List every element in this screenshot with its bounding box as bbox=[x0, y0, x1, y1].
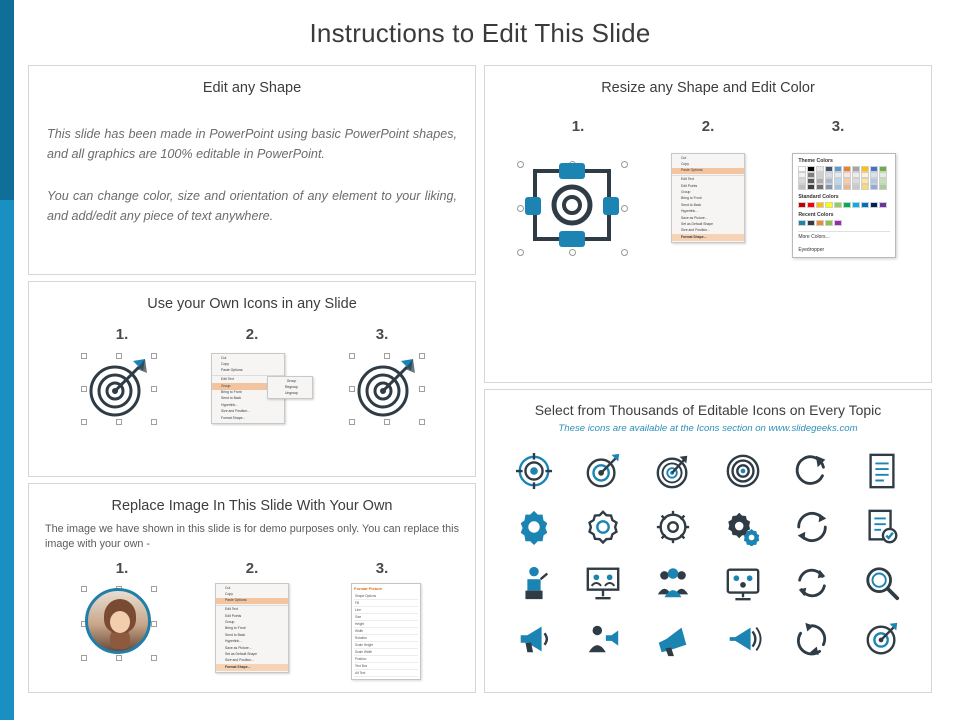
icon-cell[interactable] bbox=[778, 612, 848, 666]
handle-bottom-center[interactable] bbox=[116, 419, 122, 425]
page-title: Instructions to Edit This Slide bbox=[309, 18, 651, 48]
announcement-icon bbox=[724, 620, 762, 658]
handle-bottom-right[interactable] bbox=[419, 419, 425, 425]
swatch[interactable] bbox=[852, 184, 860, 190]
handle-top-left[interactable] bbox=[81, 353, 87, 359]
menu-item-hyperlink[interactable]: Hyperlink... bbox=[221, 402, 238, 407]
handle-top-left[interactable] bbox=[349, 353, 355, 359]
swatch[interactable] bbox=[816, 184, 824, 190]
format-pane-row[interactable]: Text Box bbox=[354, 663, 418, 670]
gear-solid-icon bbox=[515, 508, 553, 546]
handle-bottom-left[interactable] bbox=[349, 419, 355, 425]
recycle-arrows-icon bbox=[793, 620, 831, 658]
target-arrow-icon bbox=[81, 353, 155, 423]
megaphone-tilt-icon bbox=[654, 620, 692, 658]
panel-replace-image bbox=[28, 483, 476, 693]
replace-step2-image bbox=[211, 583, 293, 673]
person-speaking-icon bbox=[584, 620, 622, 658]
theme-colors-row-4[interactable] bbox=[798, 184, 890, 190]
format-picture-pane-mock[interactable] bbox=[351, 583, 421, 680]
own-icons-step3-image bbox=[345, 353, 427, 423]
panel-own-icons bbox=[28, 281, 476, 477]
menu-item-size-position[interactable]: Size and Position... bbox=[225, 658, 255, 663]
swatch[interactable] bbox=[807, 202, 815, 208]
handle-bottom-left[interactable] bbox=[81, 655, 87, 661]
theme-colors-label: Theme Colors bbox=[798, 158, 833, 164]
menu-item-set-default-shape[interactable]: Set as Default Shape bbox=[225, 652, 258, 657]
swatch[interactable] bbox=[870, 202, 878, 208]
format-pane-row[interactable]: Fill bbox=[354, 600, 418, 607]
handle-mid-right[interactable] bbox=[151, 621, 157, 627]
swatch[interactable] bbox=[852, 202, 860, 208]
step-number-2: 2. bbox=[245, 326, 259, 343]
more-colors-item[interactable]: More Colors... bbox=[798, 231, 890, 240]
handle-top-center[interactable] bbox=[384, 353, 390, 359]
swatch[interactable] bbox=[816, 220, 824, 226]
handle-bottom-center[interactable] bbox=[116, 655, 122, 661]
menu-item-save-as-picture[interactable]: Save as Picture... bbox=[225, 645, 252, 650]
swatch[interactable] bbox=[870, 184, 878, 190]
panel-title-replace-image: Replace Image In This Slide With Your Own bbox=[111, 498, 393, 514]
handle-mid-right[interactable] bbox=[151, 386, 157, 392]
icon-cell[interactable] bbox=[638, 556, 708, 610]
icon-cell[interactable] bbox=[708, 612, 778, 666]
format-pane-row[interactable]: Position bbox=[354, 656, 418, 663]
step-number-1: 1. bbox=[571, 118, 585, 135]
handle-top-right[interactable] bbox=[419, 353, 425, 359]
icon-cell[interactable] bbox=[638, 612, 708, 666]
color-picker-panel-mock[interactable] bbox=[792, 153, 896, 258]
menu-item-bring-to-front[interactable]: Bring to Front bbox=[680, 196, 702, 201]
gears-pair-icon bbox=[724, 508, 762, 546]
swatch[interactable] bbox=[798, 220, 806, 226]
icon-cell[interactable] bbox=[499, 444, 569, 498]
checklist-document-icon bbox=[865, 508, 899, 546]
submenu-item-group[interactable]: Group bbox=[286, 378, 297, 383]
step-number-3: 3. bbox=[831, 118, 845, 135]
menu-item-copy[interactable]: Copy bbox=[221, 361, 229, 366]
menu-item-hyperlink[interactable]: Hyperlink... bbox=[225, 639, 242, 644]
swatch[interactable] bbox=[843, 184, 851, 190]
swatch[interactable] bbox=[834, 184, 842, 190]
recent-colors-row[interactable] bbox=[798, 220, 890, 226]
context-menu-mock-image[interactable] bbox=[215, 583, 289, 673]
format-pane-row[interactable]: Rotation bbox=[354, 635, 418, 642]
standard-colors-label: Standard Colors bbox=[798, 194, 839, 200]
menu-item-send-to-back[interactable]: Send to Back bbox=[221, 396, 242, 401]
icon-cell[interactable] bbox=[847, 612, 917, 666]
magnifier-icon bbox=[863, 564, 901, 602]
menu-item-cut[interactable]: Cut bbox=[680, 155, 687, 160]
target-compass-icon bbox=[863, 620, 901, 658]
format-pane-title: Format Picture bbox=[354, 586, 383, 591]
step-number-3: 3. bbox=[375, 326, 389, 343]
selected-shape-with-handles bbox=[517, 153, 627, 255]
swatch[interactable] bbox=[879, 202, 887, 208]
handle-bottom-left[interactable] bbox=[81, 419, 87, 425]
format-pane-row[interactable]: Size bbox=[354, 614, 418, 621]
icon-cell[interactable] bbox=[708, 500, 778, 554]
resize-illustrations bbox=[485, 153, 931, 258]
menu-item-edit-points[interactable]: Edit Points bbox=[225, 613, 242, 618]
format-pane-row[interactable]: Width bbox=[354, 628, 418, 635]
menu-item-group[interactable]: Group bbox=[680, 190, 691, 195]
target-rings-icon bbox=[724, 452, 762, 490]
format-pane-row[interactable]: Alt Text bbox=[354, 670, 418, 677]
icon-cell[interactable] bbox=[708, 556, 778, 610]
panel-title-resize-shape: Resize any Shape and Edit Color bbox=[601, 80, 815, 96]
panel-title-icon-library: Select from Thousands of Editable Icons on Every Topic bbox=[534, 402, 882, 418]
icon-cell[interactable] bbox=[569, 444, 639, 498]
selected-target-icon-2 bbox=[349, 353, 423, 423]
icon-cell[interactable] bbox=[638, 500, 708, 554]
icon-cell[interactable] bbox=[569, 612, 639, 666]
menu-item-save-as-picture[interactable]: Save as Picture... bbox=[680, 215, 708, 220]
gear-outline-icon bbox=[584, 508, 622, 546]
panel-icon-library bbox=[484, 389, 932, 693]
menu-item-bring-to-front[interactable]: Bring to Front bbox=[225, 626, 246, 631]
icon-cell[interactable] bbox=[499, 556, 569, 610]
swatch[interactable] bbox=[861, 184, 869, 190]
org-chart-people-icon bbox=[724, 564, 762, 602]
icon-cell[interactable] bbox=[708, 444, 778, 498]
icon-cell[interactable] bbox=[499, 612, 569, 666]
own-icons-illustrations bbox=[29, 353, 475, 424]
format-pane-row[interactable]: Height bbox=[354, 621, 418, 628]
edit-shape-paragraph-1: This slide has been made in PowerPoint using basic PowerPoint shapes, and all graphics are 100% editable in PowerPoint. bbox=[47, 127, 457, 161]
menu-item-edit-text[interactable]: Edit Text bbox=[216, 605, 288, 613]
menu-item-format-shape[interactable]: Format Shape... bbox=[672, 234, 744, 240]
handle-top-center[interactable] bbox=[116, 353, 122, 359]
menu-item-send-to-back[interactable]: Send to Back bbox=[680, 202, 702, 207]
selected-photo-frame bbox=[81, 583, 155, 659]
sync-arrows-icon bbox=[793, 564, 831, 602]
presentation-people-icon bbox=[584, 564, 622, 602]
handle-bottom-right[interactable] bbox=[151, 419, 157, 425]
icon-cell[interactable] bbox=[778, 500, 848, 554]
document-list-icon bbox=[865, 452, 899, 490]
menu-item-format-shape[interactable]: Format Shape... bbox=[216, 664, 288, 670]
target-arrow-icon bbox=[584, 452, 622, 490]
demo-portrait-image bbox=[85, 588, 151, 654]
menu-item-edit-points[interactable]: Edit Points bbox=[680, 183, 698, 188]
swatch[interactable] bbox=[807, 184, 815, 190]
handle-top-right[interactable] bbox=[151, 586, 157, 592]
icon-cell[interactable] bbox=[569, 556, 639, 610]
own-icons-step-numbers bbox=[29, 326, 475, 343]
own-icons-step1-image bbox=[77, 353, 159, 423]
team-group-icon bbox=[654, 564, 692, 602]
refresh-circular-icon bbox=[793, 508, 831, 546]
replace-image-subtitle: The image we have shown in this slide is for demo purposes only. You can replace this image with your own - bbox=[45, 523, 459, 550]
menu-item-edit-text[interactable]: Edit Text bbox=[672, 175, 744, 183]
icon-cell[interactable] bbox=[847, 444, 917, 498]
format-pane-row[interactable]: Line bbox=[354, 607, 418, 614]
icon-cell[interactable] bbox=[499, 500, 569, 554]
swatch[interactable] bbox=[807, 220, 815, 226]
icon-library-grid bbox=[499, 444, 917, 666]
megaphone-icon bbox=[515, 620, 553, 658]
icon-cell[interactable] bbox=[569, 500, 639, 554]
resize-step1-image bbox=[512, 153, 632, 255]
own-icons-step2-image bbox=[211, 353, 298, 424]
menu-item-set-default-shape[interactable]: Set as Default Shape bbox=[680, 222, 714, 227]
icon-cell[interactable] bbox=[638, 444, 708, 498]
resize-step3-image bbox=[784, 153, 904, 258]
format-pane-row[interactable]: Shape Options bbox=[354, 593, 418, 600]
menu-item-group[interactable]: Group bbox=[225, 620, 235, 625]
replace-step3-image bbox=[345, 583, 427, 680]
menu-item-cut[interactable]: Cut bbox=[225, 585, 231, 590]
swatch[interactable] bbox=[798, 202, 806, 208]
step-number-1: 1. bbox=[115, 326, 129, 343]
menu-item-send-to-back[interactable]: Send to Back bbox=[225, 632, 246, 637]
person-podium-icon bbox=[517, 564, 551, 602]
gear-fine-icon bbox=[654, 508, 692, 546]
menu-item-size-position[interactable]: Size and Position... bbox=[221, 409, 251, 414]
menu-item-paste-options[interactable]: Paste Options: bbox=[672, 168, 744, 174]
handle-top-left[interactable] bbox=[81, 586, 87, 592]
swatch[interactable] bbox=[825, 184, 833, 190]
swatch[interactable] bbox=[834, 202, 842, 208]
target-arrow-icon bbox=[349, 353, 423, 423]
format-pane-row[interactable]: Scale Width bbox=[354, 649, 418, 656]
menu-item-cut[interactable]: Cut bbox=[221, 355, 227, 360]
refresh-clockwise-icon bbox=[793, 452, 831, 490]
swatch[interactable] bbox=[834, 220, 842, 226]
swatch[interactable] bbox=[825, 202, 833, 208]
step-number-3: 3. bbox=[375, 560, 389, 577]
group-submenu-mock[interactable] bbox=[267, 376, 313, 399]
target-dartboard-icon bbox=[654, 452, 692, 490]
replace-image-illustrations bbox=[29, 583, 475, 680]
swatch[interactable] bbox=[798, 184, 806, 190]
resize-step2-image bbox=[653, 153, 763, 243]
selected-target-icon-1 bbox=[81, 353, 155, 423]
icon-cell[interactable] bbox=[847, 500, 917, 554]
handle-top-right[interactable] bbox=[151, 353, 157, 359]
menu-item-bring-to-front[interactable]: Bring to Front bbox=[221, 390, 242, 395]
menu-item-group[interactable]: Group bbox=[212, 383, 284, 389]
resize-step-numbers bbox=[485, 118, 931, 135]
step-number-2: 2. bbox=[701, 118, 715, 135]
standard-colors-row[interactable] bbox=[798, 202, 890, 208]
swatch[interactable] bbox=[825, 220, 833, 226]
handle-bottom-center[interactable] bbox=[384, 419, 390, 425]
eyedropper-item[interactable]: Eyedropper bbox=[798, 247, 825, 253]
format-pane-row[interactable]: Scale Height bbox=[354, 642, 418, 649]
menu-item-copy[interactable]: Copy bbox=[225, 591, 233, 596]
process-diagram-icon bbox=[517, 153, 627, 255]
panel-title-own-icons: Use your Own Icons in any Slide bbox=[147, 296, 357, 312]
swatch[interactable] bbox=[843, 202, 851, 208]
replace-image-step-numbers bbox=[29, 560, 475, 577]
icon-cell[interactable] bbox=[778, 556, 848, 610]
recent-colors-label: Recent Colors bbox=[798, 212, 834, 218]
step-number-2: 2. bbox=[245, 560, 259, 577]
menu-item-paste-options[interactable]: Paste Options: bbox=[221, 368, 244, 373]
edit-shape-paragraph-2: You can change color, size and orientation of any element to your liking, and add/edit any piece of text anywhere. bbox=[47, 189, 457, 223]
menu-item-format-shape[interactable]: Format Shape... bbox=[221, 415, 246, 420]
icon-cell[interactable] bbox=[847, 556, 917, 610]
icon-cell[interactable] bbox=[778, 444, 848, 498]
menu-item-hyperlink[interactable]: Hyperlink... bbox=[680, 209, 698, 214]
target-crosshair-icon bbox=[515, 452, 553, 490]
submenu-item-regroup[interactable]: Regroup bbox=[284, 384, 298, 389]
step-number-1: 1. bbox=[115, 560, 129, 577]
panel-title-edit-shape: Edit any Shape bbox=[202, 80, 302, 96]
submenu-item-ungroup[interactable]: Ungroup bbox=[284, 390, 298, 395]
menu-item-paste-options[interactable]: Paste Options: bbox=[216, 598, 288, 604]
menu-item-copy[interactable]: Copy bbox=[680, 161, 689, 166]
handle-bottom-right[interactable] bbox=[151, 655, 157, 661]
icon-library-subtitle: These icons are available at the Icons section on www.slidegeeks.com bbox=[558, 423, 858, 434]
swatch[interactable] bbox=[861, 202, 869, 208]
panel-resize-shape bbox=[484, 65, 932, 383]
replace-step1-image bbox=[77, 583, 159, 659]
handle-mid-left[interactable] bbox=[81, 386, 87, 392]
handle-mid-right[interactable] bbox=[419, 386, 425, 392]
context-menu-mock-resize[interactable] bbox=[671, 153, 745, 243]
menu-item-size-position[interactable]: Size and Position... bbox=[680, 228, 711, 233]
panel-edit-any-shape bbox=[28, 65, 476, 275]
menu-item-edit-text[interactable]: Edit Text bbox=[212, 375, 284, 383]
swatch[interactable] bbox=[879, 184, 887, 190]
handle-mid-left[interactable] bbox=[349, 386, 355, 392]
swatch[interactable] bbox=[816, 202, 824, 208]
